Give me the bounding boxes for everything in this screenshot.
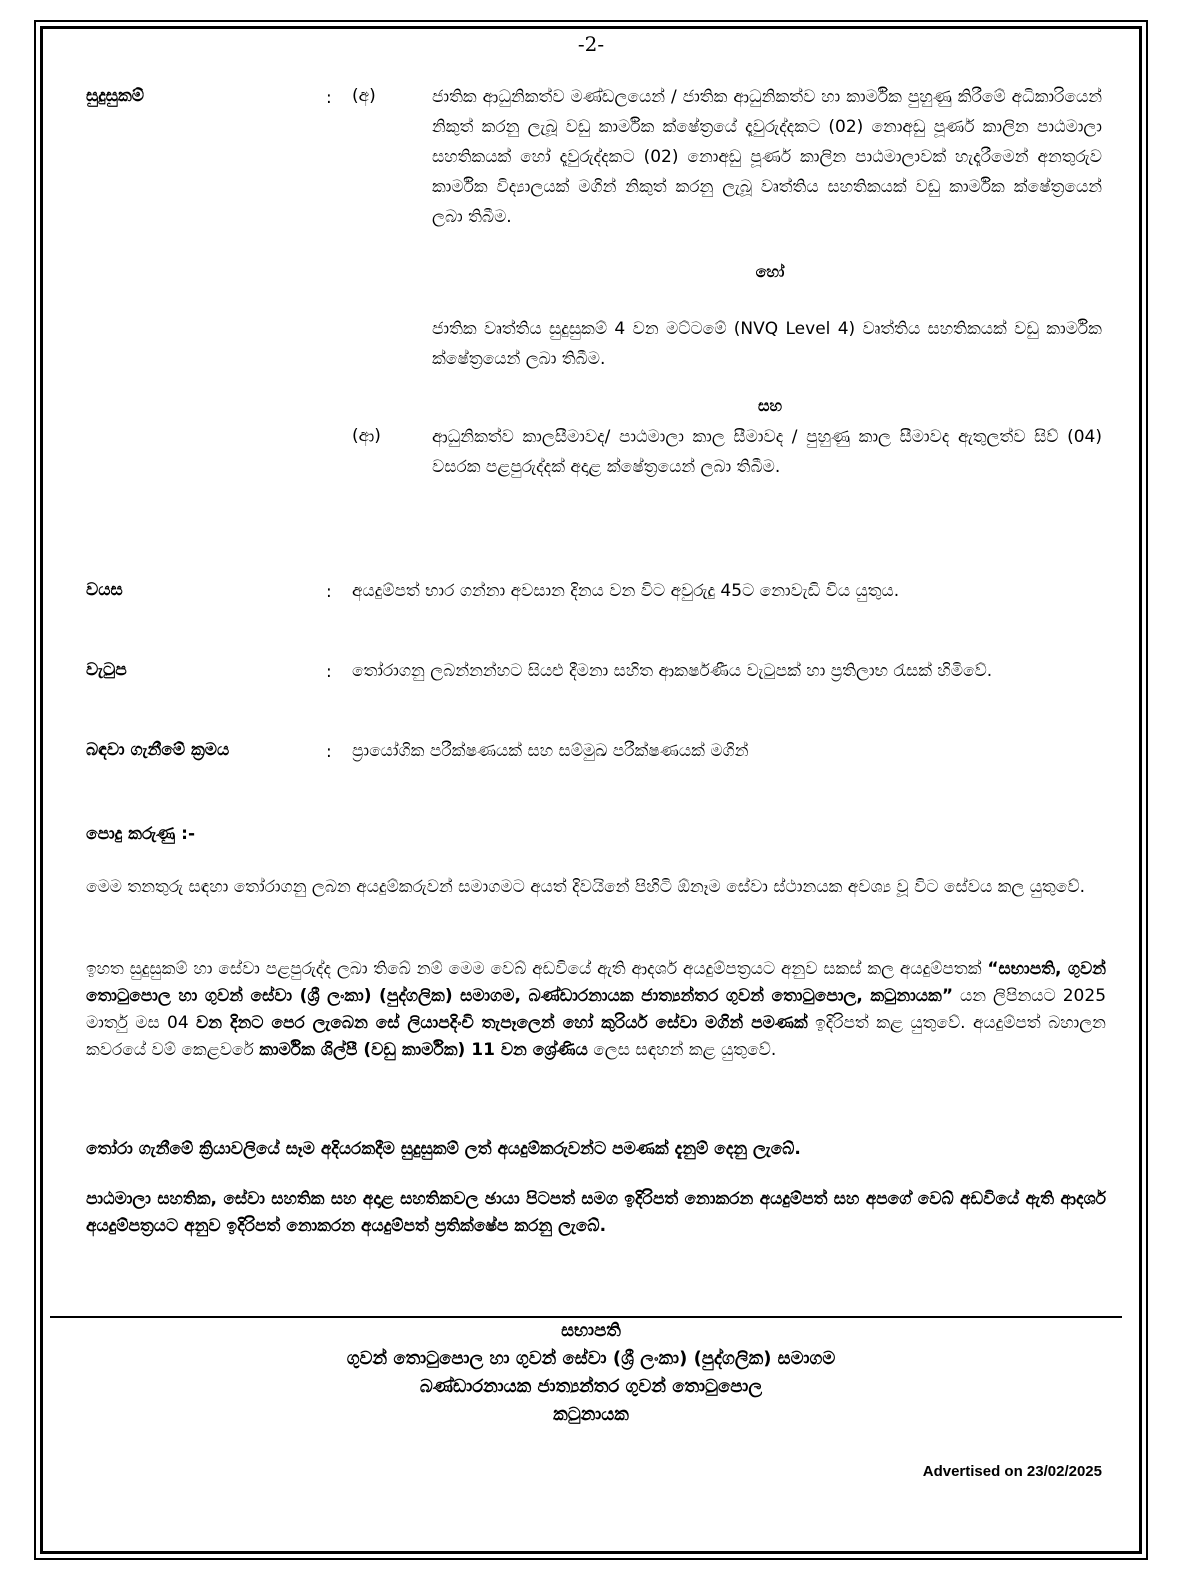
qualification-aa-text: ආධුනිකත්ව කාලසීමාවද/ පාඨමාලා කාල සීමාවද / පුහුණු කාල සීමාවද ඇතුලත්ව සිව් (04) වසරක පළපුරුද්දක් අදාළ ක්ෂේත්‍රයෙන් ලබා තිබීම. bbox=[432, 427, 1102, 477]
general-paragraph-1: මෙම තනතුරු සඳහා තෝරාගනු ලබන අයදුම්කරුවන් සමාගමට අයත් දිවයිනේ පිහිටි ඕනෑම සේවා ස්ථානයක අවශ්‍ය වූ විට සේවය කල යුතුවේ. bbox=[86, 877, 1085, 897]
signature-airport: බණ්ඩාරනායක ජාත්‍යන්තර ගුවන් තොටුපොල bbox=[419, 1376, 763, 1397]
recruitment-text: ප්‍රායෝගික පරීක්ෂණයක් සහ සම්මුඛ පරීක්ෂණයක් මගින් bbox=[352, 741, 749, 761]
age-text: අයදුම්පත් භාර ගන්නා අවසාන දිනය වන විට අවුරුදු 45ට නොවැඩි විය යුතුය. bbox=[352, 581, 900, 601]
general-heading: පොදු කරුණු :- bbox=[86, 824, 196, 844]
age-colon: : bbox=[326, 582, 332, 602]
signature-title: සභාපති bbox=[561, 1320, 621, 1341]
p2-part-c: යන ලිපිනයට 2025 මාර්තු මස 04 bbox=[86, 986, 1107, 1033]
signature-location: කටුනායක bbox=[553, 1404, 629, 1425]
qualifications-colon: : bbox=[326, 88, 332, 108]
recruitment-label: බඳවා ගැනීමේ ක්‍රමය bbox=[86, 740, 230, 760]
qualifications-label: සුදුසුකම් bbox=[86, 86, 145, 106]
qualification-or: හෝ bbox=[755, 262, 785, 281]
p2-deadline: වන දිනට පෙර ලැබෙන සේ ලියාපදිංචි තැපෑලෙන් හෝ කුරියර් සේවා මගින් පමණක් bbox=[196, 1013, 808, 1033]
p2-post-name: කාර්මික ශිල්පී (වඩු කාර්මික) 11 වන ශ්‍රේණිය bbox=[259, 1040, 588, 1060]
qualification-aa-marker: (ආ) bbox=[352, 426, 381, 446]
salary-colon: : bbox=[326, 662, 332, 682]
age-label: වයස bbox=[86, 580, 123, 600]
signature-company: ගුවන් තොටුපොල හා ගුවන් සේවා (ශ්‍රී ලංකා) (පුද්ගලික) සමාගම bbox=[346, 1348, 836, 1369]
salary-label: වැටුප bbox=[86, 660, 127, 680]
general-paragraph-3: තෝරා ගැනීමේ ක්‍රියාවලියේ සෑම අදියරකදීම සුදුසුකම් ලත් අයදුම්කරුවන්ට පමණක් දැනුම් දෙනු ලැබේ. bbox=[86, 1139, 801, 1159]
qualification-a-marker: (අ) bbox=[352, 86, 376, 106]
qualification-a-text: ජාතික ආධුනිකත්ව මණ්ඩලයෙන් / ජාතික ආධුනිකත්ව හා කාර්මික පුහුණු කිරීමේ අධිකාරියෙන් නිකුත් කරනු ලැබූ වඩු කාර්මික ක්ෂේත්‍රයේ දෑවුරුද්දකට (02) නොඅඩු පූර්ණ කාලින පාඨමාලා සහතිකයක් හෝ දෑවුරුද්දකට (02) නොඅඩු පූර්ණ කාලින පාඨමාලාවක් හැදෑරීමෙන් අනතුරුව කාර්මික විද්‍යාලයක් මගින් නිකුත් කරනු ලැබූ වෘත්තිය සහතිකයක් වඩු කාර්මික ක්ෂේත්‍රයෙන් ලබා තිබීම. bbox=[432, 87, 1102, 227]
recruitment-colon: : bbox=[326, 742, 332, 762]
qualification-a-text-2: ජාතික වෘත්තිය සුදුසුකම් 4 වන මට්ටමේ (NVQ Level 4) වෘත්තිය සහතිකයක් වඩු කාර්මික ක්ෂේත්‍රයෙන් ලබා තිබීම. bbox=[432, 319, 1102, 369]
page-number: -2- bbox=[577, 32, 605, 56]
p2-part-a: ඉහත සුදුසුකම් හා සේවා පළපුරුද්ද ලබා තිබේ නම් මෙම වෙබ් අඩවියේ ඇති ආදර්ශ අයදුම්පත්‍රයට අනුව සකස් කල අයදුම්පතක් bbox=[86, 959, 988, 979]
document-page bbox=[40, 26, 1142, 1554]
salary-text: තෝරාගනු ලබන්නන්හට සියළු දීමනා සහිත ආකර්ෂණීය වැටුපක් හා ප්‍රතිලාභ රැසක් හිමිවේ. bbox=[352, 661, 993, 681]
qualification-and: සහ bbox=[757, 396, 783, 415]
p2-address: “සභාපති, ගුවන් තොටුපොල හා ගුවන් සේවා (ශ්‍රී ලංකා) (පුද්ගලික) සමාගම, බණ්ඩාරනායක ජාත්‍යන්තර ගුවන් තොටුපොල, කටුනායක” bbox=[86, 959, 1106, 1006]
p2-part-g: ලෙස සඳහන් කළ යුතුවේ. bbox=[587, 1040, 777, 1060]
advertised-date: Advertised on 23/02/2025 bbox=[922, 1463, 1102, 1480]
signature-divider bbox=[50, 1316, 1122, 1318]
general-paragraph-4: පාඨමාලා සහතික, සේවා සහතික සහ අදාළ සහතිකවල ඡායා පිටපත් සමග ඉදිරිපත් නොකරන අයදුම්පත් සහ අපගේ වෙබ් අඩවියේ ඇති ආදර්ශ අයදුම්පත්‍රයට අනුව ඉදිරිපත් නොකරන අයදුම්පත් ප්‍රතික්ෂේප කරනු ලැබේ. bbox=[86, 1189, 1106, 1236]
general-paragraph-2 bbox=[86, 956, 1106, 1064]
p2-part-e: ඉදිරිපත් කළ යුතුවේ. අයදුම්පත් බහාලන කවරයේ වම් කෙළවරේ bbox=[86, 1013, 1106, 1060]
